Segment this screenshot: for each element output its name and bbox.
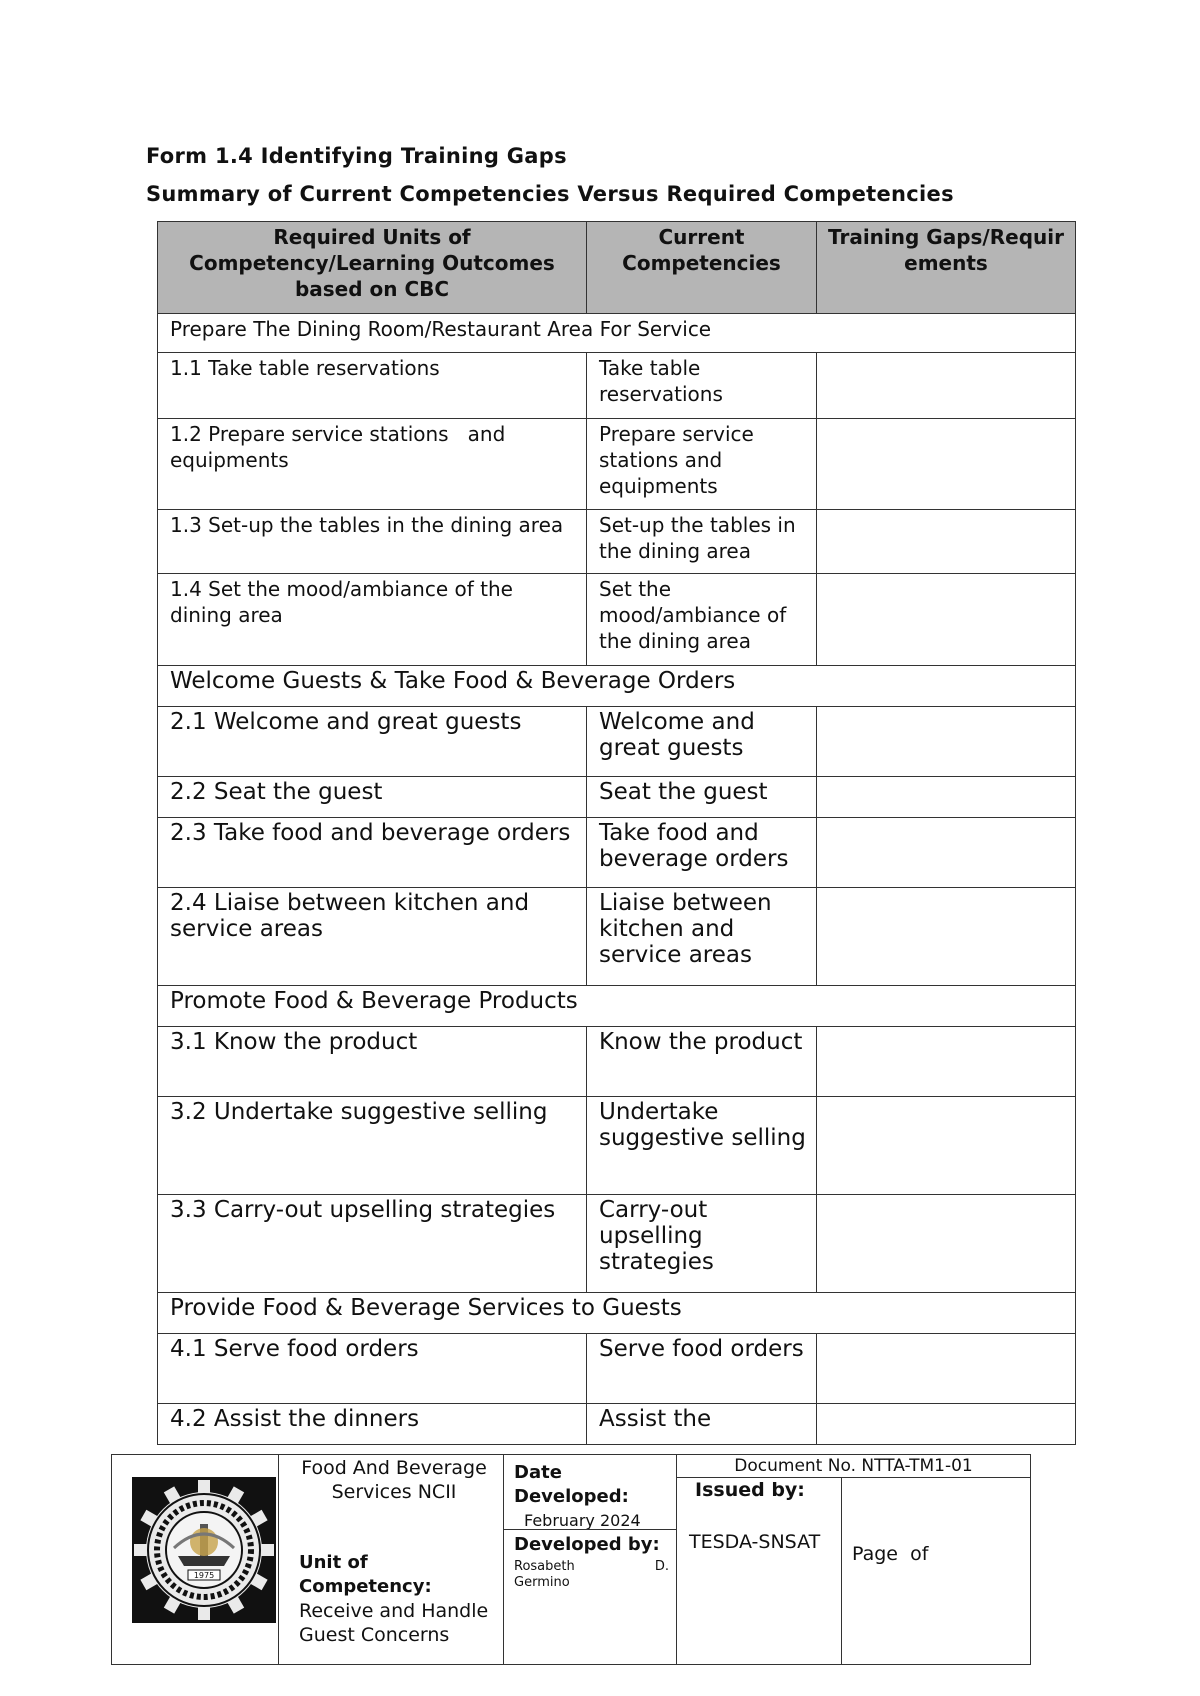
footer-date-cell — [504, 1455, 677, 1664]
footer-divider — [504, 1529, 676, 1530]
current-cell: Seat the guest — [587, 777, 817, 818]
table-row — [158, 1195, 1076, 1293]
footer-divider — [841, 1477, 842, 1664]
school-seal-logo-icon — [132, 1477, 276, 1623]
gap-cell[interactable] — [817, 777, 1076, 818]
form-subtitle: Summary of Current Competencies Versus Required Competencies — [146, 182, 954, 206]
table-row — [158, 1334, 1076, 1404]
current-cell: Liaise between kitchen and service areas — [587, 888, 817, 986]
svg-text:1975: 1975 — [193, 1571, 215, 1580]
page-number: Page of — [852, 1543, 929, 1565]
required-cell: 3.1 Know the product — [158, 1027, 587, 1097]
issued-label: Issued by: — [695, 1479, 805, 1501]
table-row — [158, 888, 1076, 986]
gap-cell[interactable] — [817, 1195, 1076, 1293]
section-heading: Prepare The Dining Room/Restaurant Area For Service — [158, 314, 1076, 353]
required-cell: 2.3 Take food and beverage orders — [158, 818, 587, 888]
required-cell: 4.1 Serve food orders — [158, 1334, 587, 1404]
required-cell: 3.3 Carry-out upselling strategies — [158, 1195, 587, 1293]
table-row — [158, 510, 1076, 574]
current-cell: Take food and beverage orders — [587, 818, 817, 888]
required-cell: 3.2 Undertake suggestive selling — [158, 1097, 587, 1195]
footer-qualification-cell — [279, 1455, 504, 1664]
issuer: TESDA-SNSAT — [689, 1531, 821, 1553]
required-cell: 2.4 Liaise between kitchen and service areas — [158, 888, 587, 986]
developer-first-name: Rosabeth — [514, 1559, 575, 1574]
required-cell: 1.1 Take table reservations — [158, 353, 587, 419]
form-title: Form 1.4 Identifying Training Gaps — [146, 144, 567, 168]
required-cell: 2.2 Seat the guest — [158, 777, 587, 818]
section-heading: Welcome Guests & Take Food & Beverage Orders — [158, 666, 1076, 707]
table-header-row — [158, 222, 1076, 314]
table-row — [158, 818, 1076, 888]
gap-cell[interactable] — [817, 888, 1076, 986]
gap-cell[interactable] — [817, 1097, 1076, 1195]
current-cell: Serve food orders — [587, 1334, 817, 1404]
required-cell: 1.2 Prepare service stations and equipments — [158, 419, 587, 510]
current-cell: Take table reservations — [587, 353, 817, 419]
current-cell: Know the product — [587, 1027, 817, 1097]
header-current: Current Competencies — [587, 222, 817, 314]
required-cell: 1.4 Set the mood/ambiance of the dining area — [158, 574, 587, 666]
current-cell: Set-up the tables in the dining area — [587, 510, 817, 574]
current-cell: Undertake suggestive selling — [587, 1097, 817, 1195]
document-number: Document No. NTTA-TM1-01 — [734, 1456, 973, 1476]
unit-label: Unit of Competency: — [299, 1552, 432, 1597]
document-footer — [111, 1454, 1031, 1665]
required-cell: 4.2 Assist the dinners — [158, 1404, 587, 1445]
gap-cell[interactable] — [817, 510, 1076, 574]
required-cell: 2.1 Welcome and great guests — [158, 707, 587, 777]
section-heading: Provide Food & Beverage Services to Guests — [158, 1293, 1076, 1334]
table-row — [158, 1097, 1076, 1195]
gap-cell[interactable] — [817, 353, 1076, 419]
developer-middle-initial: D. — [654, 1559, 669, 1574]
unit-value: Receive and Handle Guest Concerns — [299, 1600, 489, 1646]
current-cell: Assist the — [587, 1404, 817, 1445]
table-row — [158, 777, 1076, 818]
table-row — [158, 1027, 1076, 1097]
developer-label: Developed by: — [514, 1534, 660, 1555]
required-cell: 1.3 Set-up the tables in the dining area — [158, 510, 587, 574]
training-gaps-table — [157, 221, 1076, 1445]
gap-cell[interactable] — [817, 419, 1076, 510]
table-row — [158, 707, 1076, 777]
footer-logo-cell — [112, 1455, 279, 1664]
footer-divider — [677, 1477, 1030, 1478]
table-row — [158, 353, 1076, 419]
developer-last-name: Germino — [514, 1575, 570, 1590]
gap-cell[interactable] — [817, 1027, 1076, 1097]
section-heading: Promote Food & Beverage Products — [158, 986, 1076, 1027]
header-gaps: Training Gaps/Requirements — [817, 222, 1076, 314]
current-cell: Set the mood/ambiance of the dining area — [587, 574, 817, 666]
current-cell: Welcome and great guests — [587, 707, 817, 777]
current-cell: Carry-out upselling strategies — [587, 1195, 817, 1293]
date-label: Date Developed: — [514, 1462, 629, 1507]
current-cell: Prepare service stations and equipments — [587, 419, 817, 510]
date-value: February 2024 — [524, 1511, 641, 1530]
table-row — [158, 574, 1076, 666]
table-row — [158, 419, 1076, 510]
gap-cell[interactable] — [817, 818, 1076, 888]
developer-name — [514, 1559, 669, 1591]
gap-cell[interactable] — [817, 1334, 1076, 1404]
header-required: Required Units of Competency/Learning Outcomes based on CBC — [158, 222, 587, 314]
table-row — [158, 1404, 1076, 1445]
gap-cell[interactable] — [817, 1404, 1076, 1445]
qualification-title: Food And Beverage Services NCII — [301, 1457, 487, 1503]
gap-cell[interactable] — [817, 707, 1076, 777]
gap-cell[interactable] — [817, 574, 1076, 666]
